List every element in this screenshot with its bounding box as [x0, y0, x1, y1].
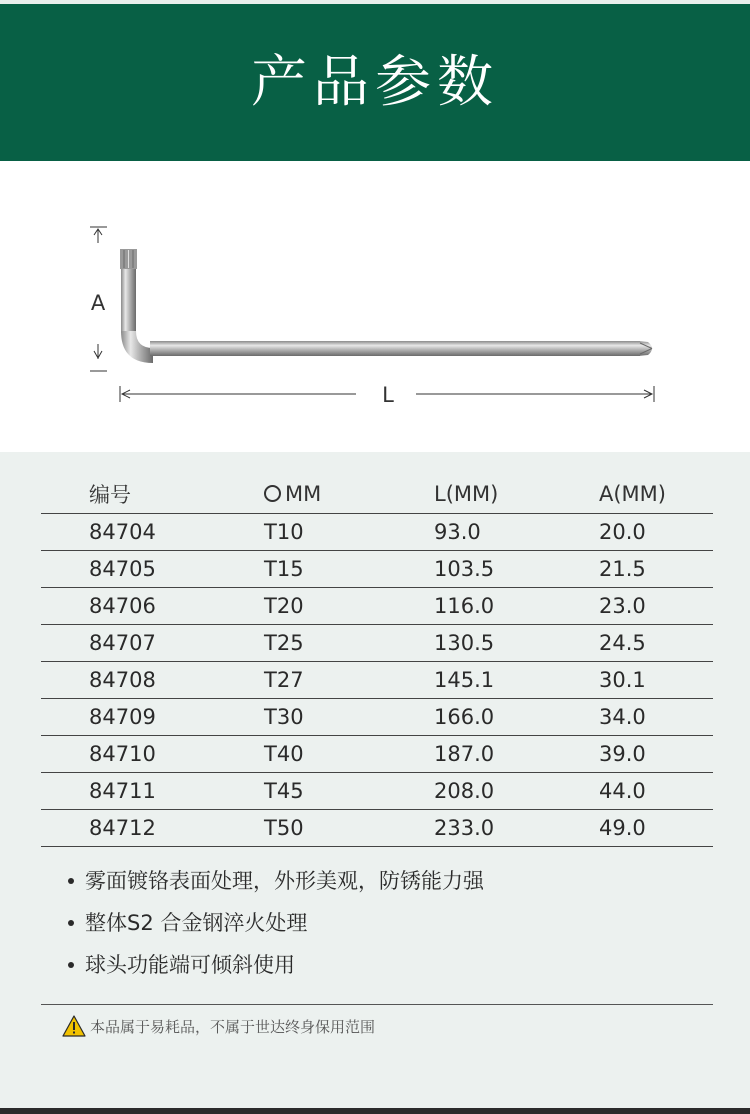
- list-item: [66, 944, 484, 986]
- cell-a: 23.0: [599, 588, 713, 625]
- feature-text: 球头功能端可倾斜使用: [85, 953, 295, 977]
- table-row: [41, 736, 713, 773]
- bullet-icon: [68, 920, 74, 926]
- col-header-length: L(MM): [434, 475, 599, 514]
- cell-a: 49.0: [599, 810, 713, 847]
- page-header: [0, 4, 750, 161]
- cell-code: 84710: [41, 736, 264, 773]
- cell-a: 20.0: [599, 514, 713, 551]
- table-row: [41, 625, 713, 662]
- bottom-bar: [0, 1108, 750, 1114]
- table-row: [41, 699, 713, 736]
- table-row: [41, 588, 713, 625]
- cell-length: 130.5: [434, 625, 599, 662]
- cell-code: 84704: [41, 514, 264, 551]
- cell-size: T10: [264, 514, 434, 551]
- cell-length: 93.0: [434, 514, 599, 551]
- page-title: 产品参数: [251, 49, 499, 115]
- cell-code: 84705: [41, 551, 264, 588]
- warning-icon: [62, 1015, 86, 1037]
- cell-code: 84708: [41, 662, 264, 699]
- hex-key-illustration: [0, 161, 750, 452]
- cell-size: T30: [264, 699, 434, 736]
- table-header-row: [41, 475, 713, 514]
- spec-table: [41, 475, 713, 847]
- cell-size: T50: [264, 810, 434, 847]
- table-row: [41, 514, 713, 551]
- divider: [41, 1004, 713, 1005]
- cell-size: T20: [264, 588, 434, 625]
- cell-code: 84707: [41, 625, 264, 662]
- key-bend: [121, 331, 153, 363]
- list-item: [66, 902, 484, 944]
- key-long-leg: [150, 341, 640, 356]
- feature-text: 雾面镀铬表面处理，外形美观，防锈能力强: [85, 869, 484, 893]
- cell-code: 84712: [41, 810, 264, 847]
- col-header-code: 编号: [41, 475, 264, 514]
- cell-a: 34.0: [599, 699, 713, 736]
- cell-code: 84706: [41, 588, 264, 625]
- cell-a: 30.1: [599, 662, 713, 699]
- cell-length: 145.1: [434, 662, 599, 699]
- feature-text: 整体S2 合金钢淬火处理: [85, 911, 308, 935]
- col-header-size-label: MM: [285, 482, 322, 506]
- cell-code: 84711: [41, 773, 264, 810]
- list-item: [66, 860, 484, 902]
- cell-size: T25: [264, 625, 434, 662]
- table-row: [41, 662, 713, 699]
- cell-length: 208.0: [434, 773, 599, 810]
- cell-length: 233.0: [434, 810, 599, 847]
- spec-section: [0, 452, 750, 1114]
- dimension-a-label: A: [90, 291, 106, 315]
- bullet-icon: [68, 878, 74, 884]
- cell-length: 187.0: [434, 736, 599, 773]
- cell-code: 84709: [41, 699, 264, 736]
- notice: [62, 1014, 375, 1038]
- product-diagram: [0, 161, 750, 452]
- cell-size: T15: [264, 551, 434, 588]
- cell-a: 21.5: [599, 551, 713, 588]
- notice-text: 本品属于易耗品，不属于世达终身保用范围: [90, 1017, 376, 1036]
- cell-size: T45: [264, 773, 434, 810]
- cell-length: 116.0: [434, 588, 599, 625]
- table-row: [41, 810, 713, 847]
- cell-length: 166.0: [434, 699, 599, 736]
- cell-size: T40: [264, 736, 434, 773]
- feature-list: [66, 860, 484, 986]
- table-row: [41, 773, 713, 810]
- cell-a: 44.0: [599, 773, 713, 810]
- table-row: [41, 551, 713, 588]
- cell-length: 103.5: [434, 551, 599, 588]
- dimension-l-label: L: [382, 383, 394, 407]
- circle-icon: [264, 485, 281, 502]
- bullet-icon: [68, 962, 74, 968]
- col-header-size: [264, 475, 434, 514]
- cell-a: 39.0: [599, 736, 713, 773]
- cell-size: T27: [264, 662, 434, 699]
- col-header-a: A(MM): [599, 475, 713, 514]
- cell-a: 24.5: [599, 625, 713, 662]
